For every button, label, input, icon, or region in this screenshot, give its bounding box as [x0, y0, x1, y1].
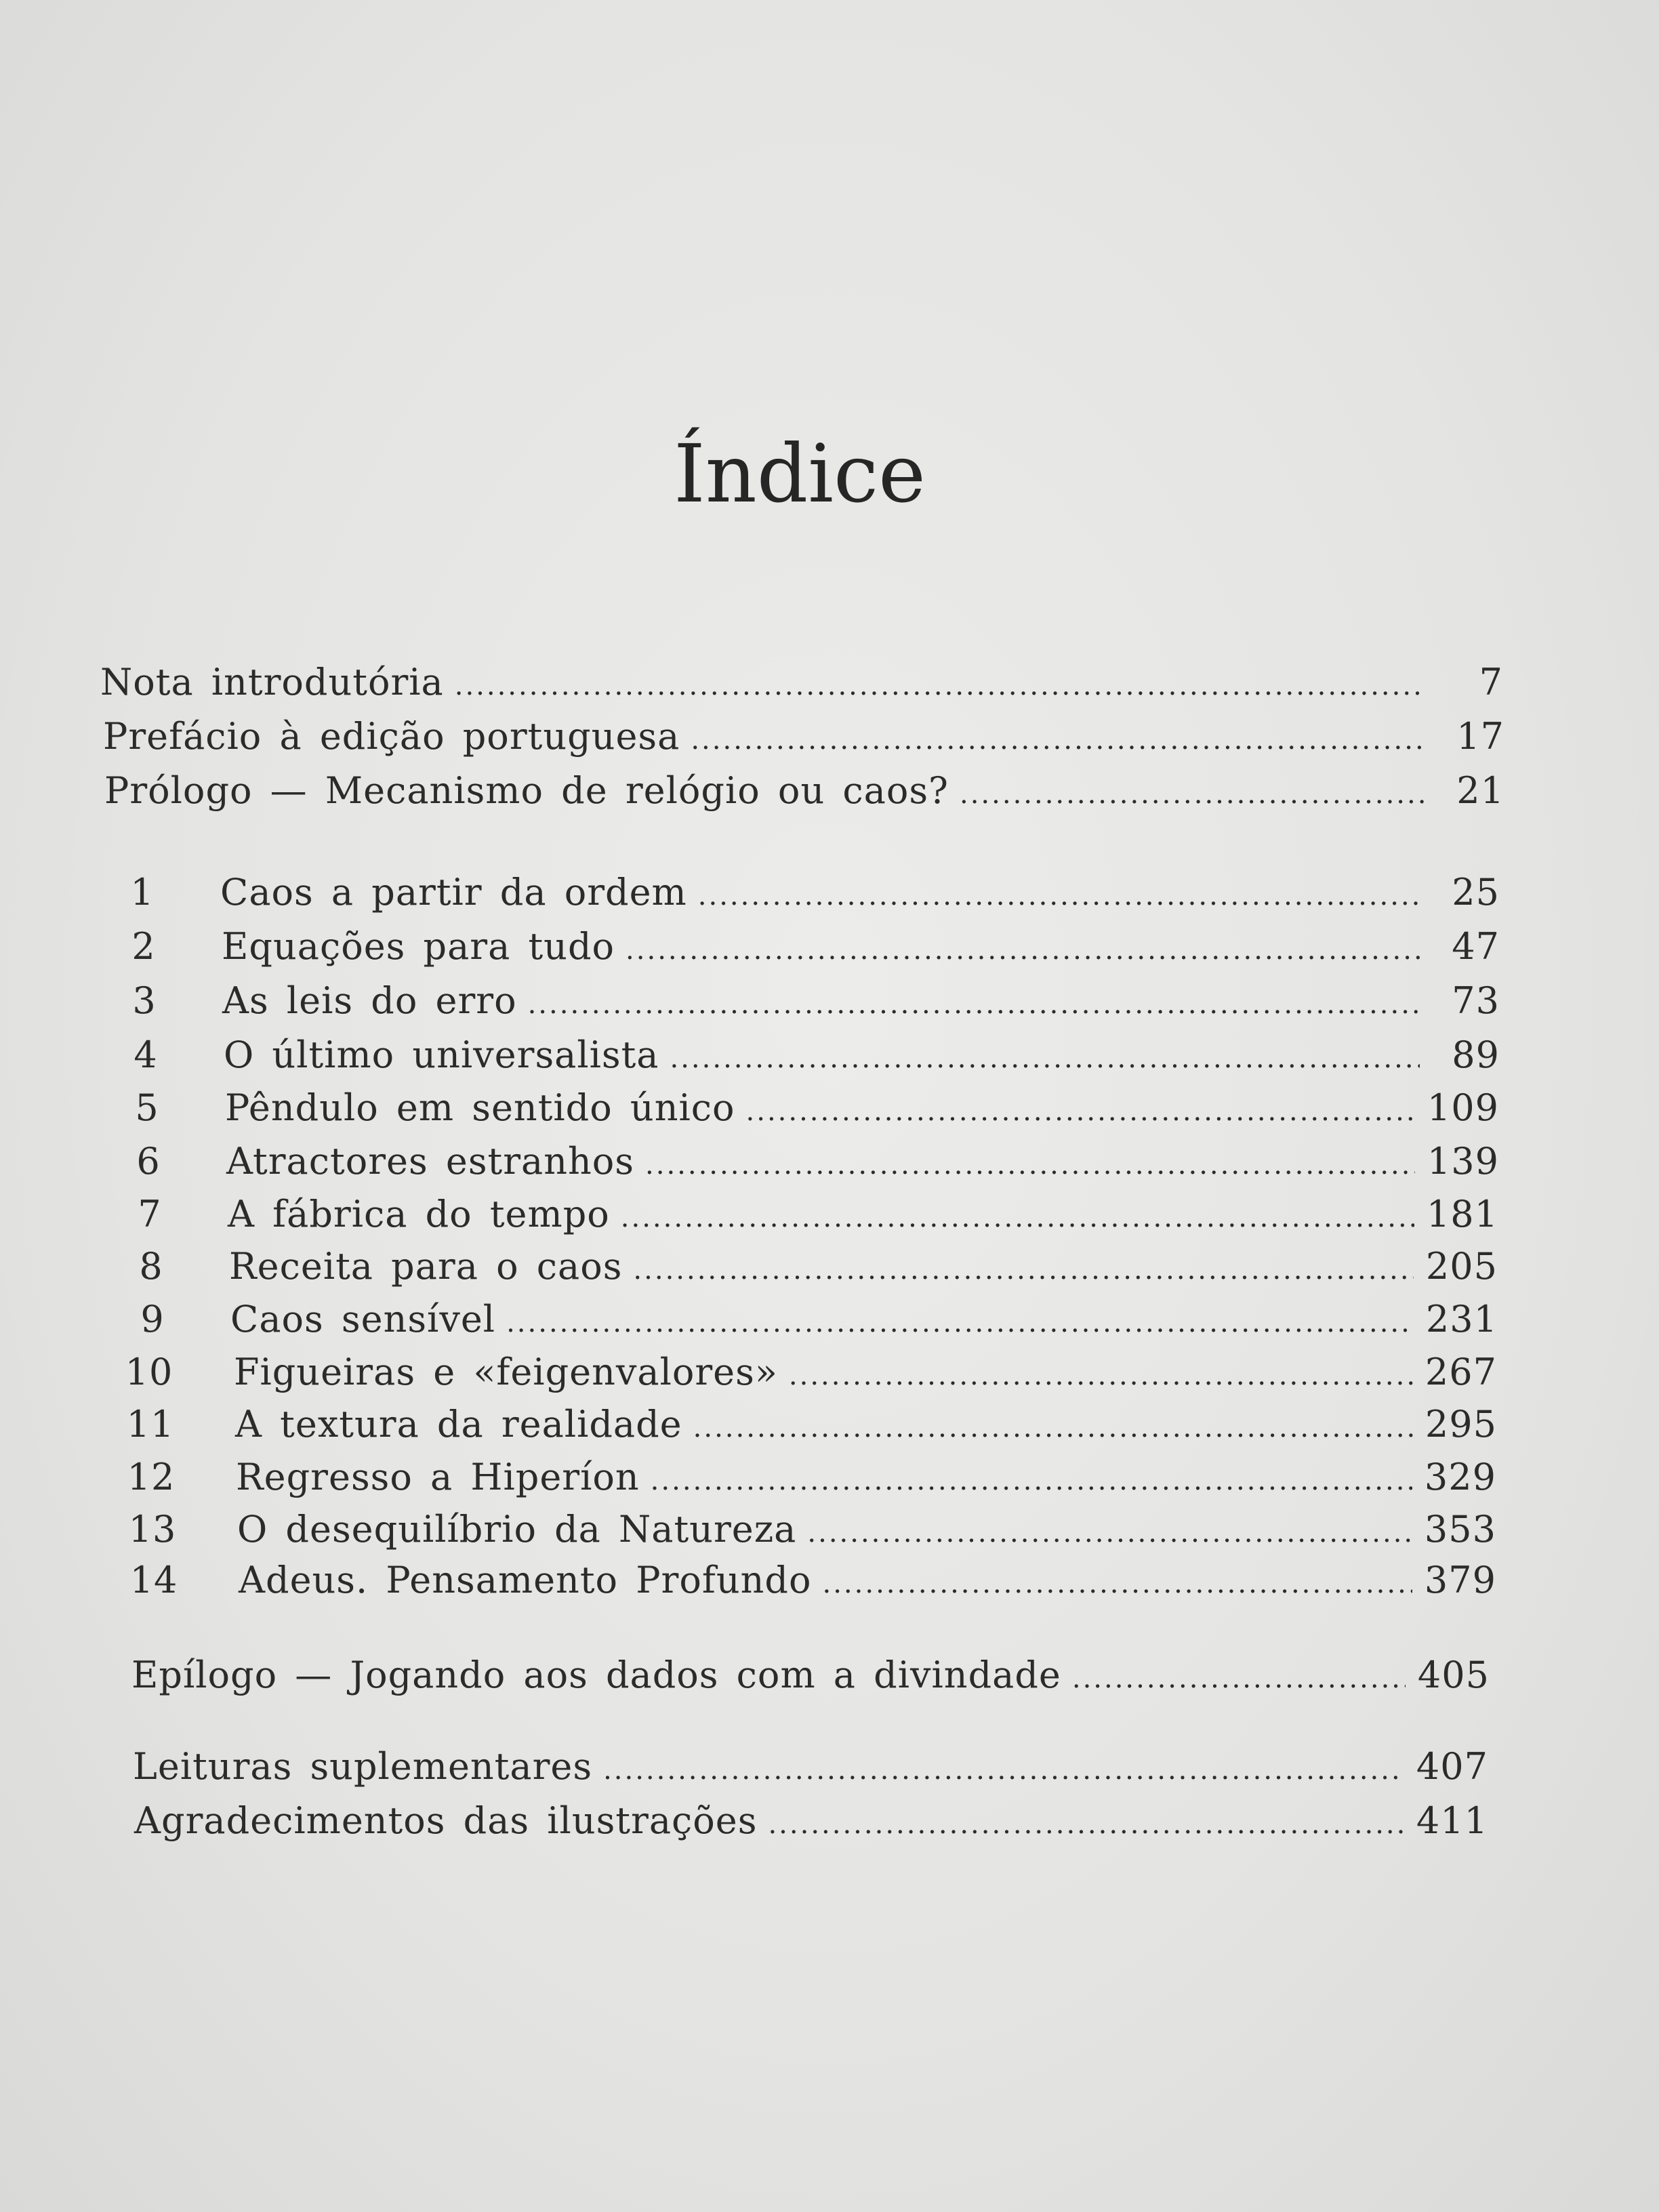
chapter-title: A fábrica do tempo [228, 1193, 610, 1235]
dot-leader [693, 1412, 1413, 1443]
dot-leader [455, 670, 1423, 701]
chapter-number: 1 [130, 871, 155, 914]
dot-leader [626, 935, 1420, 966]
chapter-number: 4 [134, 1033, 158, 1076]
toc-chapter-2 [106, 925, 1500, 968]
toc-entry-label: Agradecimentos das ilustrações [134, 1799, 758, 1842]
page-title: Índice [674, 427, 926, 520]
chapter-number: 11 [126, 1403, 175, 1446]
dot-leader [960, 779, 1425, 810]
toc-entry-label: Prefácio à edição portuguesa [103, 715, 680, 758]
toc-chapter-10 [112, 1351, 1497, 1393]
chapter-page: 329 [1424, 1456, 1496, 1498]
chapter-number: 2 [131, 925, 156, 968]
toc-entry-nota-introdutoria [100, 661, 1503, 703]
toc-entry-page: 405 [1417, 1654, 1490, 1696]
dot-leader [768, 1809, 1404, 1840]
chapter-page: 205 [1425, 1245, 1498, 1288]
chapter-title: Pêndulo em sentido único [225, 1086, 735, 1129]
toc-entry-page: 411 [1416, 1799, 1488, 1842]
toc-entry-leituras [133, 1745, 1488, 1788]
chapter-page: 25 [1452, 871, 1500, 914]
chapter-page: 47 [1452, 925, 1500, 968]
chapter-title: Figueiras e «feigenvalores» [234, 1351, 778, 1393]
dot-leader [670, 1043, 1420, 1074]
toc-entry-page: 17 [1456, 715, 1504, 758]
chapter-number: 10 [125, 1351, 173, 1393]
chapter-title: As leis do erro [222, 979, 517, 1022]
chapter-number: 13 [128, 1508, 177, 1551]
toc-chapter-11 [113, 1403, 1497, 1446]
dot-leader [621, 1202, 1414, 1233]
dot-leader [506, 1307, 1414, 1338]
toc-entry-label: Prólogo — Mecanismo de relógio ou caos? [104, 769, 949, 812]
dot-leader [807, 1517, 1412, 1549]
chapter-page: 89 [1452, 1033, 1500, 1076]
chapter-page: 231 [1425, 1298, 1498, 1340]
chapter-page: 295 [1425, 1403, 1497, 1446]
toc-entry-epilogo [131, 1654, 1490, 1696]
chapter-title: Receita para o caos [229, 1245, 623, 1288]
chapter-number: 6 [136, 1140, 161, 1183]
toc-chapter-8 [114, 1245, 1498, 1288]
toc-entry-label: Epílogo — Jogando aos dados com a divindade [131, 1654, 1061, 1696]
chapter-number: 5 [135, 1086, 159, 1129]
toc-entry-label: Leituras suplementares [133, 1745, 593, 1788]
toc-entry-label: Nota introdutória [100, 661, 444, 703]
toc-entry-prefacio [103, 715, 1504, 758]
dot-leader [645, 1149, 1415, 1181]
chapter-title: Regresso a Hiperíon [236, 1456, 640, 1498]
chapter-page: 379 [1424, 1559, 1496, 1601]
chapter-title: Adeus. Pensamento Profundo [239, 1559, 812, 1601]
chapter-title: Atractores estranhos [226, 1140, 635, 1183]
toc-entry-page: 21 [1456, 769, 1504, 812]
toc-chapter-12 [114, 1456, 1496, 1498]
toc-chapter-4 [108, 1033, 1500, 1076]
dot-leader [823, 1568, 1412, 1599]
toc-entry-page: 7 [1479, 661, 1503, 703]
dot-leader [603, 1755, 1404, 1786]
toc-chapter-6 [111, 1140, 1499, 1183]
toc-chapter-9 [115, 1298, 1498, 1340]
dot-leader [698, 880, 1420, 912]
chapter-title: A textura da realidade [235, 1403, 682, 1446]
dot-leader [651, 1465, 1412, 1496]
toc-chapter-1 [105, 871, 1500, 914]
chapter-title: Caos a partir da ordem [220, 871, 687, 914]
chapter-page: 139 [1427, 1140, 1499, 1183]
toc-chapter-3 [107, 979, 1500, 1022]
dot-leader [691, 724, 1425, 756]
dot-leader [746, 1096, 1415, 1127]
chapter-page: 353 [1424, 1508, 1496, 1551]
toc-entry-prologo [104, 769, 1504, 812]
chapter-title: Caos sensível [230, 1298, 496, 1340]
chapter-number: 8 [139, 1245, 163, 1288]
chapter-number: 12 [127, 1456, 176, 1498]
chapter-title: O último universalista [224, 1033, 659, 1076]
dot-leader [633, 1254, 1414, 1286]
toc-entry-agradecimentos [134, 1799, 1488, 1842]
toc-entry-page: 407 [1416, 1745, 1488, 1788]
chapter-number: 7 [138, 1193, 162, 1235]
chapter-page: 181 [1426, 1193, 1498, 1235]
chapter-number: 14 [129, 1559, 178, 1601]
chapter-page: 109 [1427, 1086, 1499, 1129]
toc-chapter-5 [110, 1086, 1499, 1129]
dot-leader [1072, 1663, 1406, 1694]
toc-chapter-14 [117, 1559, 1496, 1601]
toc-chapter-7 [112, 1193, 1498, 1235]
chapter-page: 267 [1425, 1351, 1497, 1393]
chapter-page: 73 [1452, 979, 1500, 1022]
toc-chapter-13 [115, 1508, 1496, 1551]
chapter-number: 9 [140, 1298, 165, 1340]
dot-leader [528, 989, 1420, 1020]
dot-leader [789, 1360, 1413, 1391]
chapter-title: O desequilíbrio da Natureza [237, 1508, 797, 1551]
chapter-number: 3 [132, 979, 157, 1022]
chapter-title: Equações para tudo [222, 925, 615, 968]
